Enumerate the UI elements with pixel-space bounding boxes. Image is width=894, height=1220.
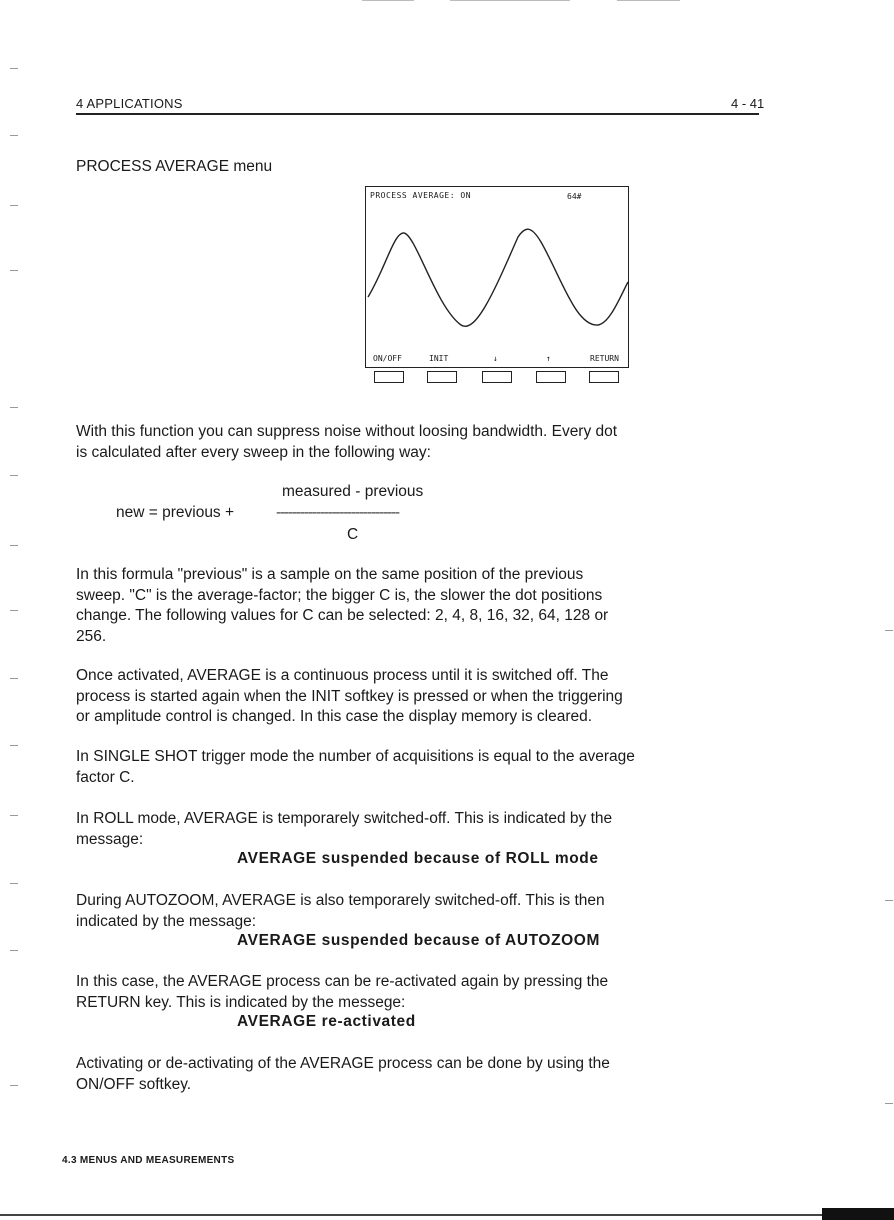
softkey-down-button[interactable] [482,371,512,383]
formula-lhs: new = previous + [116,504,235,521]
softkey-onoff-button[interactable] [374,371,404,383]
scope-screen [365,186,629,368]
softkey-label-onoff: ON/OFF [373,354,402,363]
margin-tick [885,900,893,901]
margin-tick [10,883,18,884]
reactivated-message: AVERAGE re-activated [237,1013,416,1030]
formula-numerator: measured - previous [282,483,424,500]
margin-tick [10,678,18,679]
activation-paragraph: Once activated, AVERAGE is a continuous process until it is switched off. The process is started again when the INIT softkey is pressed or when the triggering or amplitude control is changed. In this case the display memory is cleared. [76,667,623,725]
softkey-return-button[interactable] [589,371,619,383]
single-shot-paragraph: In SINGLE SHOT trigger mode the number of acquisitions is equal to the average factor C. [76,748,635,786]
margin-tick [10,545,18,546]
margin-tick [10,135,18,136]
margin-tick [10,68,18,69]
margin-tick [10,815,18,816]
margin-tick [10,205,18,206]
screen-status: PROCESS AVERAGE: ON [370,191,472,200]
margin-tick [10,407,18,408]
margin-tick [10,950,18,951]
softkey-label-down: ↓ [493,354,498,363]
page-number: 4 - 41 [731,96,765,111]
scan-bar [822,1208,894,1220]
intro-paragraph: With this function you can suppress noise without loosing bandwidth. Every dot is calculated after every sweep in the following way: [76,423,618,461]
margin-tick [10,1085,18,1086]
reactivation-paragraph: In this case, the AVERAGE process can be re-activated again by pressing the RETURN key. This is indicated by the messege: [76,973,609,1011]
autozoom-message: AVERAGE suspended because of AUTOZOOM [237,932,600,949]
margin-tick [10,475,18,476]
margin-tick [10,610,18,611]
softkey-label-up: ↑ [546,354,551,363]
formula-divider: ------------------------------- [276,504,399,521]
margin-tick [10,745,18,746]
header-rule [76,113,759,115]
formula-explanation: In this formula "previous" is a sample on the same position of the previous sweep. "C" is the average-factor; the bigger C is, the slower the dot positions change. The following values for C can be selected: 2, 4, 8, 16, 32, 64, 128 or 256. [76,566,609,645]
softkey-init-button[interactable] [427,371,457,383]
softkey-up-button[interactable] [536,371,566,383]
scan-mark [450,0,570,1]
onoff-paragraph: Activating or de-activating of the AVERAGE process can be done by using the ON/OFF softkey. [76,1055,610,1093]
roll-mode-paragraph: In ROLL mode, AVERAGE is temporarely switched-off. This is indicated by the message: [76,810,613,848]
margin-tick [885,630,893,631]
margin-tick [885,1103,893,1104]
footer-section: 4.3 MENUS AND MEASUREMENTS [62,1155,235,1166]
page-title: PROCESS AVERAGE menu [76,158,273,175]
formula-denominator: C [347,526,359,543]
softkey-label-init: INIT [429,354,449,363]
margin-tick [10,270,18,271]
scan-mark [362,0,414,1]
autozoom-paragraph: During AUTOZOOM, AVERAGE is also temporarely switched-off. This is then indicated by the message: [76,892,605,930]
section-header: 4 APPLICATIONS [76,96,183,111]
bottom-edge [0,1214,894,1216]
scan-mark [617,0,680,1]
roll-mode-message: AVERAGE suspended because of ROLL mode [237,850,599,867]
screen-count: 64# [567,192,582,201]
softkey-label-return: RETURN [590,354,619,363]
waveform [366,187,628,367]
